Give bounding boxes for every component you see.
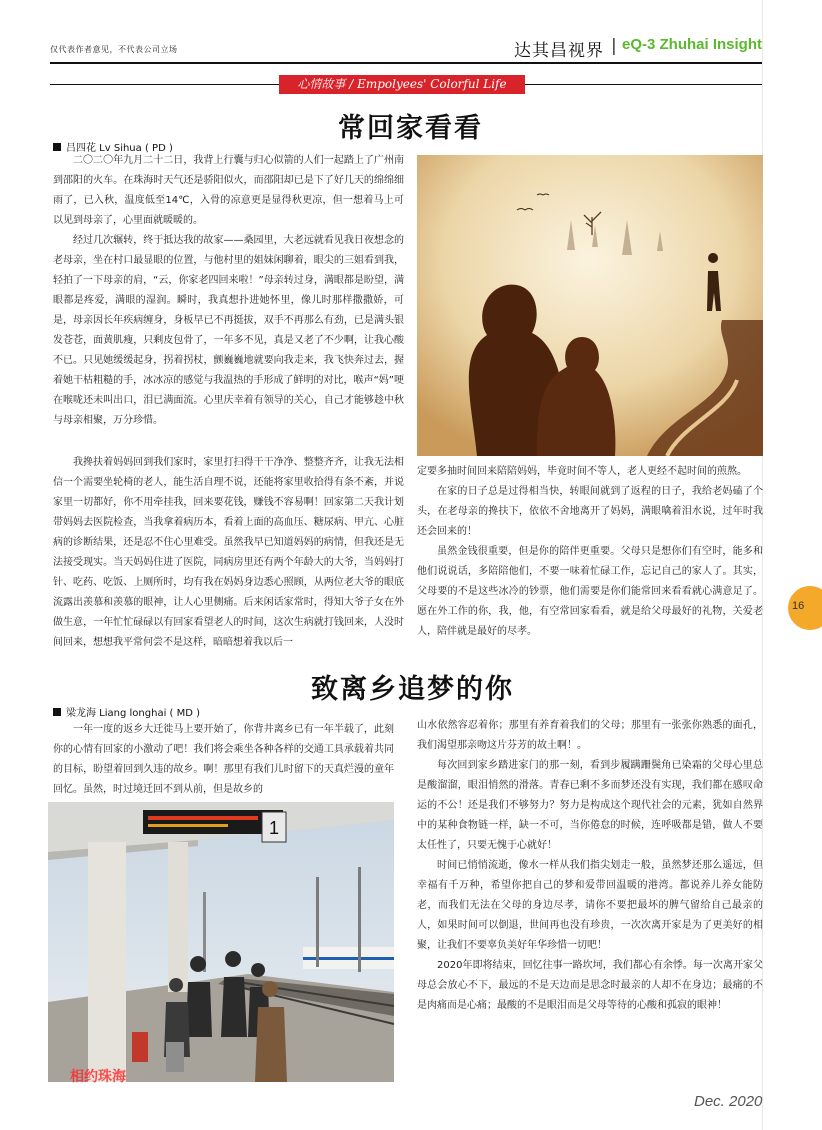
article1-column1 bbox=[53, 151, 404, 431]
article1-column2 bbox=[417, 462, 763, 642]
header-rule bbox=[50, 62, 762, 64]
paragraph: 二〇二〇年九月二十二日，我背上行囊与归心似箭的人们一起踏上了广州南到邵阳的火车。在珠海时天气还是骄阳似火，而邵阳却已是下了好几天的绵绵细雨了，已入秋，温度低至14℃，入骨的凉意更是显得秋更凉，但一想着马上可以见到母亲了，心里面就暖暖的。 bbox=[53, 155, 404, 226]
article2-author-name: 梁龙海 Liang longhai ( MD ) bbox=[66, 708, 201, 719]
brand-english: eQ-3 Zhuhai Insight bbox=[622, 36, 763, 53]
brand-chinese: 达其昌视界 bbox=[514, 41, 604, 61]
platform-number: 1 bbox=[269, 818, 280, 838]
paragraph: 虽然金钱很重要，但是你的陪伴更重要。父母只是想你们有空时，能多和他们说说话，多陪陪他们，不要一味着忙碌工作，忘记自己的家人了。其实，父母要的不是这些冰冷的钞票，他们需要是你们能常回来看看就心满意足了。愿在外工作的你，我，他，有空常回家看看，就是给父母最好的礼物，关爱老人，陪伴就是最好的尽孝。 bbox=[417, 546, 763, 637]
bullet-square-icon bbox=[53, 708, 61, 716]
article1-author-name: 吕四花 Lv Sihua ( PD ) bbox=[66, 143, 173, 154]
disclaimer-note: 仅代表作者意见，不代表公司立场 bbox=[50, 45, 178, 54]
article2-column2 bbox=[417, 716, 763, 1016]
paragraph: 2020年即将结束，回忆往事一路坎坷，我们都心有余悸。每一次离开家父母总会放心不下，最远的不是天边而是思念时最亲的人却不在身边；最痛的不是肉痛而是心痛；最酸的不是眼泪而是父母等待的心酸和孤寂的眼神！ bbox=[417, 960, 763, 1011]
issue-date: Dec. 2020 bbox=[694, 1093, 763, 1110]
article1-column1-continued bbox=[53, 453, 404, 653]
paragraph: 经过几次辗转，终于抵达我的故家——桑园里，大老远就看见我日夜想念的老母亲，坐在村口最显眼的位置，与他村里的姐妹闲聊着，眼尖的三姐看到我，轻拍了一下母亲的肩，“云，你家老四回来啦！”母亲转过身，满眼都是盼望，满眼都是疼爱，满眼的湿润。瞬时，我真想扑进她怀里，像儿时那样撒撒娇，可是，母亲因长年疾病缠身，身板早已不再挺拔，双手不再那么有劲，已是满头银发苍苍，面黄肌瘦，只剩皮包骨了，一年多不见，真是又老了不少啊，让我心酸不已。只见她缓缓起身，拐着拐杖，颤巍巍地就要向我走来，我飞快奔过去，握着她干枯粗糙的手，冰冰凉的感觉与我温热的手形成了鲜明的对比，喉声“妈”哽在喉咙还未叫出口，泪已满面流。心里庆幸着有领导的关心，自己才能够趁中秋与母亲相聚，万分珍惜。 bbox=[53, 235, 404, 426]
article2-column1 bbox=[53, 720, 394, 800]
article2-author bbox=[53, 704, 200, 719]
train-station-photo bbox=[48, 802, 394, 1082]
article2-title: 致离乡追梦的你 bbox=[311, 674, 514, 705]
paragraph: 定要多抽时间回来陪陪妈妈，毕竟时间不等人，老人更经不起时间的煎熬。 bbox=[417, 466, 747, 477]
paragraph: 时间已悄悄流逝，像水一样从我们指尖划走一般，虽然梦还那么遥远，但幸福有千万种，希望你把自己的梦和爱带回温暖的港湾。都说养儿养女能防老，而我们无法在父母的身边尽孝，请你不要把最坏的脾气留给自己最亲的人，如果时间可以倒退，世间再也没有珍贵，一次次离开家是为了更美好的相聚，让我们不要辜负美好年华珍惜一切吧！ bbox=[417, 860, 763, 951]
paragraph: 每次回到家乡踏进家门的那一刻，看到步履蹒跚鬓角已染霜的父母心里总是酸溜溜，眼泪悄然的滑落。青春已剩不多而梦还没有实现，我们都在感叹命运的不公！还是我们不够努力？努力是构成这个现代社会的元素，犹如自然界中的某种食物链一样，缺一不可，当你倦怠的时候，连呼吸都是错，做人不要太任性了，只要无愧于心就好！ bbox=[417, 760, 763, 851]
paragraph: 一年一度的返乡大迁徙马上要开始了，你背井离乡已有一年半载了，此刻你的心情有回家的小激动了吧！我们将会乘坐各种各样的交通工具承载着共同的目标，盼望着回到久违的故乡。啊！那里有我们儿时留下的天真烂漫的童年回忆。虽然，时过境迁回不到从前，但是故乡的 bbox=[53, 724, 394, 795]
bullet-square-icon bbox=[53, 143, 61, 151]
paragraph: 我搀扶着妈妈回到我们家时，家里打扫得干干净净、整整齐齐，让我无法相信一个需要坐轮椅的老人，能生活自理不说，还能将家里收拾得有条不紊，并说家里一切都好，你不用牵挂我，回来要花钱，赚钱不容易啊！回家第二天我计划带妈妈去医院检查，当我拿着病历本，看着上面的高血压、糖尿病、甲亢、心脏病的诊断结果，还是忍不住心里难受。虽然我早已知道妈妈的病情，但我还是无法接受现实。当天妈妈住进了医院，同病房里还有两个年龄大的大爷，当妈妈打针、吃药、吃饭、上厕所时，均有我在妈妈身边悉心照顾，从两位老大爷的眼底流露出羡慕和羡慕的眼神，让人心里侧痛。后来闲话家常时，得知大爷子女在外做生意，一年忙忙碌碌以有回家看望老人的时间，这次生病就打钱回来，人没时间回来，想想我平常何尝不是这样，暗暗想着我以后一 bbox=[53, 457, 404, 648]
paragraph: 山水依然容忍着你；那里有养育着我们的父母；那里有一张张你熟悉的面孔，我们渴望那亲吻这片芬芳的故土啊！。 bbox=[417, 720, 763, 751]
article1-title: 常回家看看 bbox=[338, 113, 483, 144]
page-number: 16 bbox=[792, 600, 805, 612]
brand-separator: | bbox=[611, 36, 617, 56]
photo-watermark: 相约珠海 bbox=[70, 1069, 126, 1085]
paragraph: 在家的日子总是过得相当快，转眼间就到了返程的日子，我给老妈磕了个头，在老母亲的搀扶下，依依不舍地离开了妈妈，满眼噙着泪水说，过年时我还会回来的！ bbox=[417, 486, 763, 537]
mother-silhouette-illustration bbox=[417, 155, 763, 456]
section-tag: 心情故事 / Empolyees' Colorful Life bbox=[279, 75, 525, 94]
